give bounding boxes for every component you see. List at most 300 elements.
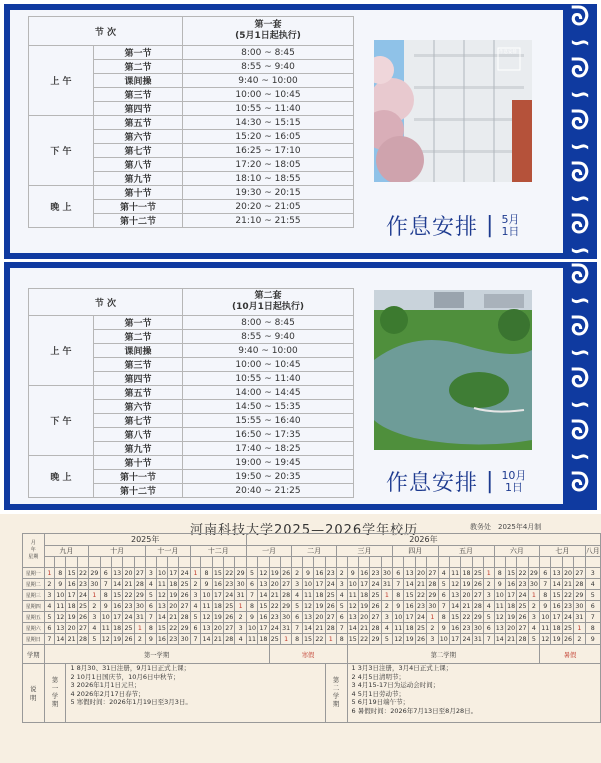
date-cell: 8 — [438, 612, 449, 623]
week-number-cell — [505, 557, 516, 568]
date-cell: 24 — [270, 624, 279, 632]
week-number-cell — [246, 557, 257, 568]
date-cell: 4 — [235, 634, 246, 645]
date-cell: 5 — [381, 634, 392, 645]
date-cell: 2 — [484, 579, 495, 590]
date-cell: 6 — [585, 601, 600, 612]
week-number-cell — [415, 557, 426, 568]
date-cell: 29 — [473, 613, 482, 621]
month-header: 三月 — [336, 546, 392, 557]
week-number-cell — [484, 557, 495, 568]
period-name: 第九节 — [94, 172, 183, 186]
date-cell: 31 — [282, 624, 291, 632]
date-cell: 30 — [428, 602, 437, 610]
period-time: 20:20 ~ 21:05 — [183, 200, 354, 214]
date-cell: 21 — [124, 580, 133, 588]
month-header: 十二月 — [190, 546, 246, 557]
date-cell: 5 — [44, 612, 55, 623]
week-number-cell — [111, 557, 122, 568]
date-cell: 4 — [146, 579, 157, 590]
week-number-cell — [517, 557, 528, 568]
date-cell: 29 — [371, 635, 380, 643]
date-cell: 14 — [304, 624, 313, 632]
date-cell: 4 — [292, 590, 303, 601]
week-number-cell — [325, 557, 336, 568]
date-cell: 9 — [146, 634, 157, 645]
date-cell: 16 — [507, 580, 516, 588]
period-time: 8:00 ~ 8:45 — [183, 46, 354, 60]
date-cell: 25 — [79, 602, 88, 610]
date-cell: 30 — [529, 580, 538, 588]
note-line: 2 10月1日国庆节，10月6日中秋节； — [70, 672, 180, 681]
week-number-cell — [224, 557, 235, 568]
date-cell: 8 — [100, 590, 111, 601]
date-cell: 23 — [416, 602, 425, 610]
date-cell: 6 — [44, 623, 55, 634]
date-cell: 1 — [427, 612, 438, 623]
date-cell: 19 — [67, 613, 76, 621]
date-day: 1日 — [501, 224, 520, 238]
period-name: 第十二节 — [94, 484, 183, 498]
schedule-card-1 — [4, 4, 597, 259]
date-cell: 2 — [292, 568, 303, 579]
date-cell: 8 — [146, 623, 157, 634]
date-cell: 9 — [201, 579, 212, 590]
date-cell: 23 — [564, 602, 573, 610]
date-cell: 18 — [552, 624, 561, 632]
period-name: 课间操 — [94, 74, 183, 88]
date-cell: 11 — [202, 602, 211, 610]
date-cell: 14 — [56, 635, 65, 643]
date-cell: 17 — [507, 591, 516, 599]
date-cell: 29 — [90, 569, 99, 577]
term-label: 学期 — [23, 645, 45, 664]
date-cell: 19 — [360, 602, 369, 610]
date-cell: 23 — [225, 580, 234, 588]
date-cell: 13 — [451, 591, 460, 599]
date-cell: 24 — [462, 635, 471, 643]
date-cell: 16 — [67, 580, 76, 588]
date-cell: 17 — [552, 613, 561, 621]
week-number-cell — [449, 557, 460, 568]
week-number-cell — [89, 557, 100, 568]
week-number-cell — [280, 557, 291, 568]
date-cell: 25 — [416, 624, 425, 632]
date-cell: 9 — [494, 579, 505, 590]
date-cell: 9 — [55, 579, 66, 590]
date-cell: 6 — [540, 568, 551, 579]
week-number-cell — [292, 557, 303, 568]
period-time: 10:00 ~ 10:45 — [183, 88, 354, 102]
date-cell: 25 — [473, 569, 482, 577]
date-cell: 1 — [190, 568, 201, 579]
date-cell: 17 — [259, 624, 268, 632]
date-cell: 22 — [416, 591, 425, 599]
date-cell: 16 — [405, 602, 414, 610]
date-cell: 28 — [79, 635, 88, 643]
date-cell: 2 — [190, 579, 201, 590]
date-cell: 20 — [507, 624, 516, 632]
month-header: 十一月 — [146, 546, 191, 557]
date-cell: 16 — [315, 569, 324, 577]
period-time: 16:25 ~ 17:10 — [183, 144, 354, 158]
note-line: 5 6月19日端午节； — [351, 698, 410, 706]
month-header: 二月 — [292, 546, 337, 557]
effective-date — [501, 470, 526, 494]
date-cell: 18 — [259, 635, 268, 643]
date-cell: 5 — [484, 612, 495, 623]
period-time: 19:00 ~ 19:45 — [183, 456, 354, 470]
date-cell: 22 — [79, 569, 88, 577]
date-cell: 19 — [213, 613, 222, 621]
date-cell: 3 — [336, 579, 347, 590]
date-cell: 15 — [552, 591, 561, 599]
date-cell: 21 — [462, 602, 471, 610]
week-number-cell — [156, 557, 167, 568]
period-name: 第七节 — [94, 144, 183, 158]
date-cell: 28 — [518, 635, 527, 643]
date-day: 1日 — [504, 480, 523, 494]
date-cell: 17 — [315, 580, 324, 588]
date-cell: 27 — [79, 624, 88, 632]
date-cell: 1 — [484, 568, 495, 579]
date-cell: 10 — [541, 613, 550, 621]
week-number-cell — [494, 557, 505, 568]
date-cell: 2 — [427, 623, 438, 634]
date-cell: 18 — [169, 580, 178, 588]
period-time: 20:40 ~ 21:25 — [183, 484, 354, 498]
date-cell: 9 — [347, 568, 358, 579]
date-cell: 18 — [360, 591, 369, 599]
date-cell: 14 — [451, 602, 460, 610]
date-cell: 26 — [518, 613, 527, 621]
date-cell: 17 — [113, 613, 122, 621]
schedule-table-2 — [28, 288, 354, 498]
weekday-label: 星期四 — [23, 601, 45, 612]
week-number-cell — [100, 557, 111, 568]
date-cell: 27 — [326, 613, 335, 621]
date-cell: 10 — [439, 635, 448, 643]
date-cell: 12 — [101, 635, 110, 643]
date-cell: 30 — [90, 580, 99, 588]
period-name: 课间操 — [94, 344, 183, 358]
date-cell: 31 — [473, 635, 482, 643]
week-number-cell — [55, 557, 66, 568]
notes-term1 — [66, 664, 325, 723]
weekday-label: 星期六 — [23, 623, 45, 634]
week-number-cell — [347, 557, 358, 568]
date-cell: 23 — [270, 613, 279, 621]
date-cell: 7 — [438, 601, 449, 612]
date-cell: 4 — [381, 623, 392, 634]
week-number-cell — [551, 557, 562, 568]
week-number-cell — [66, 557, 77, 568]
date-cell: 6 — [190, 623, 201, 634]
term-2: 第二学期 — [347, 645, 540, 664]
header-period: 节 次 — [29, 289, 183, 316]
date-cell: 24 — [124, 613, 133, 621]
month-header: 七月 — [540, 546, 586, 557]
period-group: 上 午 — [29, 46, 94, 116]
date-cell: 2 — [235, 612, 246, 623]
date-cell: 3 — [44, 590, 55, 601]
period-time: 10:55 ~ 11:40 — [183, 102, 354, 116]
date-cell: 28 — [326, 624, 335, 632]
date-cell: 3 — [292, 579, 303, 590]
date-cell: 16 — [259, 613, 268, 621]
date-cell: 31 — [575, 613, 584, 621]
date-cell: 14 — [157, 613, 166, 621]
date-cell: 7 — [146, 612, 157, 623]
period-time: 9:40 ~ 10:00 — [183, 344, 354, 358]
date-cell: 22 — [360, 635, 369, 643]
date-cell: 18 — [113, 624, 122, 632]
date-cell: 5 — [246, 568, 257, 579]
week-number-cell — [472, 557, 483, 568]
date-cell: 22 — [169, 624, 178, 632]
week-number-cell — [190, 557, 201, 568]
period-name: 第十一节 — [94, 470, 183, 484]
wave-pattern-border: ᘐ ∽ ᘐ ∽ ᘐ ∽ ᘐ ∽ ᘐ — [569, 262, 591, 498]
header-set: 第一套 (5月1日起执行) — [183, 17, 354, 46]
date-cell: 19 — [507, 613, 516, 621]
date-cell: 27 — [428, 569, 437, 577]
date-cell: 3 — [146, 568, 157, 579]
weekday-label: 星期一 — [23, 568, 45, 579]
header-period: 节 次 — [29, 17, 183, 46]
date-cell: 14 — [113, 580, 122, 588]
date-cell: 10 — [56, 591, 65, 599]
date-cell: 11 — [101, 624, 110, 632]
month-header: 六月 — [494, 546, 540, 557]
date-cell: 19 — [169, 591, 178, 599]
date-cell: 29 — [236, 569, 245, 577]
note-line: 4 5月1日劳动节； — [351, 689, 406, 698]
date-cell: 29 — [428, 591, 437, 599]
date-cell: 23 — [371, 569, 380, 577]
date-cell: 3 — [484, 590, 495, 601]
date-cell: 13 — [304, 613, 313, 621]
date-cell: 18 — [315, 591, 324, 599]
date-cell: 26 — [282, 569, 291, 577]
date-cell: 9 — [438, 623, 449, 634]
date-cell: 25 — [270, 635, 279, 643]
date-cell: 8 — [393, 590, 404, 601]
date-cell: 7 — [393, 579, 404, 590]
header-set: 第二套 (10月1日起执行) — [183, 289, 354, 316]
period-time: 15:55 ~ 16:40 — [183, 414, 354, 428]
date-cell: 7 — [336, 623, 347, 634]
date-cell: 5 — [438, 579, 449, 590]
date-cell: 8 — [585, 623, 600, 634]
date-cell: 20 — [67, 624, 76, 632]
date-cell: 2 — [528, 601, 539, 612]
date-cell: 25 — [518, 602, 527, 610]
building-illustration — [374, 40, 532, 182]
note-line: 5 寒假时间：2026年1月19日至3月3日。 — [70, 698, 192, 706]
date-cell: 4 — [528, 623, 539, 634]
date-cell: 28 — [135, 580, 144, 588]
date-cell: 24 — [416, 613, 425, 621]
date-cell: 28 — [371, 624, 380, 632]
period-name: 第一节 — [94, 46, 183, 60]
date-cell: 8 — [246, 601, 257, 612]
period-time: 8:55 ~ 9:40 — [183, 330, 354, 344]
date-cell: 3 — [427, 634, 438, 645]
date-cell: 3 — [585, 568, 600, 579]
title-separator: | — [486, 213, 494, 238]
date-cell: 20 — [169, 602, 178, 610]
date-cell: 27 — [180, 602, 189, 610]
date-cell: 30 — [575, 602, 584, 610]
date-cell: 26 — [416, 635, 425, 643]
date-cell: 5 — [190, 612, 201, 623]
date-cell: 24 — [225, 591, 234, 599]
date-cell: 28 — [180, 613, 189, 621]
period-name: 第四节 — [94, 102, 183, 116]
date-cell: 12 — [541, 635, 550, 643]
date-cell: 20 — [213, 624, 222, 632]
notes-term1-label: 第 一 学 期 — [44, 664, 66, 723]
date-cell: 23 — [169, 635, 178, 643]
period-name: 第三节 — [94, 358, 183, 372]
effective-date — [501, 214, 519, 238]
date-cell: 26 — [180, 591, 189, 599]
date-cell: 29 — [180, 624, 189, 632]
year-2026: 2026年 — [246, 534, 600, 546]
date-cell: 10 — [157, 569, 166, 577]
date-cell: 12 — [495, 613, 504, 621]
date-cell: 1 — [280, 634, 291, 645]
date-cell: 13 — [348, 613, 357, 621]
date-cell: 20 — [315, 613, 324, 621]
period-name: 第四节 — [94, 372, 183, 386]
date-cell: 17 — [213, 591, 222, 599]
week-number-cell — [44, 557, 55, 568]
academic-calendar — [0, 514, 601, 763]
date-cell: 26 — [473, 580, 482, 588]
date-cell: 30 — [236, 580, 245, 588]
date-cell: 12 — [157, 591, 166, 599]
date-cell: 23 — [124, 602, 133, 610]
week-number-cell — [358, 557, 369, 568]
date-cell: 2 — [381, 601, 392, 612]
schedule-table-1 — [28, 16, 354, 228]
date-cell: 6 — [246, 579, 257, 590]
month-header: 十月 — [89, 546, 146, 557]
week-number-cell — [134, 557, 145, 568]
date-cell: 12 — [56, 613, 65, 621]
date-cell: 8 — [494, 568, 505, 579]
date-cell: 21 — [507, 635, 516, 643]
campus-lake-photo — [374, 290, 532, 450]
week-number-cell — [370, 557, 381, 568]
date-cell: 28 — [225, 635, 234, 643]
date-cell: 26 — [225, 613, 234, 621]
date-cell: 18 — [213, 602, 222, 610]
week-number-cell — [146, 557, 157, 568]
period-group: 晚 上 — [29, 456, 94, 498]
schedule-card-2 — [4, 262, 597, 510]
date-cell: 20 — [360, 613, 369, 621]
week-number-cell — [123, 557, 134, 568]
date-cell: 16 — [360, 569, 369, 577]
title-block-2 — [386, 466, 526, 497]
date-cell: 15 — [113, 591, 122, 599]
date-cell: 22 — [462, 613, 471, 621]
note-line: 6 暑假时间：2026年7月13日至8月28日。 — [351, 706, 478, 715]
date-cell: 24 — [371, 580, 380, 588]
date-cell: 1 — [528, 590, 539, 601]
date-cell: 6 — [146, 601, 157, 612]
date-cell: 23 — [462, 624, 471, 632]
title-separator: | — [486, 469, 494, 494]
wave-pattern-border: ᘐ ∽ ᘐ ∽ ᘐ ∽ ᘐ ∽ ᘐ ∽ — [569, 4, 591, 259]
date-cell: 24 — [564, 613, 573, 621]
date-cell: 9 — [302, 568, 313, 579]
date-cell: 14 — [202, 635, 211, 643]
period-time: 18:10 ~ 18:55 — [183, 172, 354, 186]
date-cell: 22 — [270, 602, 279, 610]
date-cell: 8 — [540, 590, 551, 601]
period-name: 第七节 — [94, 414, 183, 428]
date-cell: 25 — [371, 591, 380, 599]
winter-break: 寒假 — [269, 645, 347, 664]
schedule-panel-2 — [10, 268, 563, 504]
period-name: 第九节 — [94, 442, 183, 456]
date-cell: 19 — [315, 602, 324, 610]
date-cell: 19 — [113, 635, 122, 643]
date-cell: 9 — [540, 601, 551, 612]
date-cell: 6 — [336, 612, 347, 623]
period-name: 第十节 — [94, 456, 183, 470]
date-cell: 26 — [326, 602, 335, 610]
period-group: 下 午 — [29, 386, 94, 456]
date-cell: 3 — [190, 590, 201, 601]
week-number-cell — [302, 557, 313, 568]
date-cell: 10 — [202, 591, 211, 599]
date-cell: 24 — [518, 591, 527, 599]
calendar-title: 河南科技大学2025—2026学年校历 — [190, 523, 419, 538]
date-cell: 4 — [484, 601, 495, 612]
date-cell: 11 — [247, 635, 256, 643]
date-cell: 10 — [304, 580, 313, 588]
date-cell: 11 — [56, 602, 65, 610]
date-cell: 13 — [405, 569, 414, 577]
date-cell: 8 — [55, 568, 66, 579]
month-header: 一月 — [246, 546, 292, 557]
week-number-cell — [562, 557, 573, 568]
date-cell: 4 — [89, 623, 100, 634]
week-number-cell — [585, 557, 600, 568]
date-cell: 10 — [247, 624, 256, 632]
date-cell: 11 — [304, 591, 313, 599]
date-cell: 21 — [315, 624, 324, 632]
date-cell: 14 — [259, 591, 268, 599]
period-name: 第三节 — [94, 88, 183, 102]
date-cell: 15 — [348, 635, 357, 643]
date-cell: 19 — [552, 635, 561, 643]
date-cell: 14 — [495, 635, 504, 643]
week-number-cell — [235, 557, 246, 568]
date-cell: 18 — [405, 624, 414, 632]
date-cell: 3 — [235, 623, 246, 634]
week-number-cell — [381, 557, 392, 568]
date-cell: 8 — [201, 568, 212, 579]
date-cell: 17 — [67, 591, 76, 599]
period-time: 8:55 ~ 9:40 — [183, 60, 354, 74]
date-cell: 25 — [564, 624, 573, 632]
